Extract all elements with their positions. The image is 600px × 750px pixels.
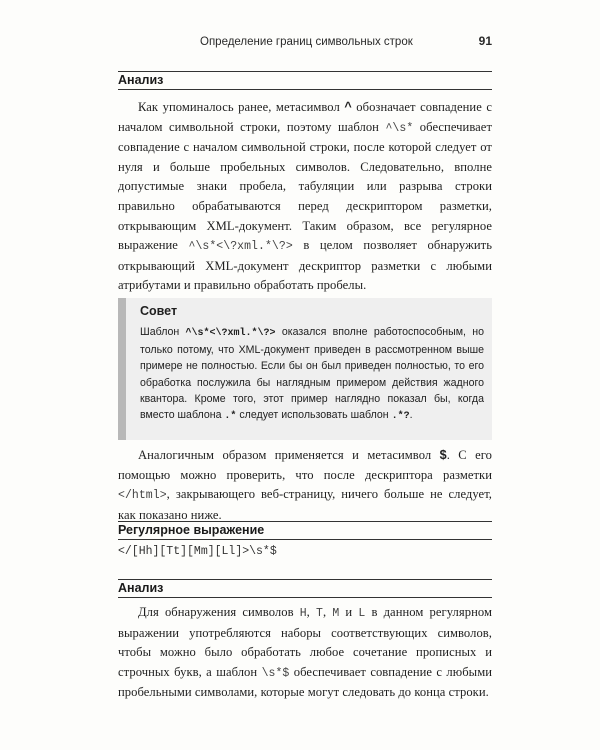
inline-code: ^\s*<\?xml.*\?> [188,240,293,254]
inline-code: \s*$ [261,666,290,680]
regex-heading: Регулярное выражение [118,523,265,537]
section-rule [118,521,492,522]
analysis-paragraph-1: Как упоминалось ранее, метасимвол ^ обозначает совпадение с началом символьной строки, поэтому шаблон ^\s* обеспечивает совпадение с началом символьной строки, после которой следует от нуля и больше пробельных символов. Следовательно, вполне допустимые знаки пробела, табуляции или разрыва строки правильно обрабатываются перед дескриптором разметки, открывающим XML-документ. Таким образом, все регулярное выражение ^\s*<\?xml.*\?> в целом позволяет обнаружить открывающий XML-документ дескриптор разметки с любыми атрибутами и правильно обработать пробелы. [118,100,493,293]
page-number: 91 [478,34,492,48]
section-rule [118,597,492,598]
inline-code: M [332,607,340,620]
dollar-metachar-paragraph: Аналогичным образом применяется и метасимвол $. С его помощью можно проверить, что после дескриптора разметки </html>, закрывающего веб-страницу, ничего больше не следует, как показано ниже. [118,448,493,522]
section-rule [118,89,492,90]
inline-code: L [358,607,366,620]
analysis-paragraph-2: Для обнаружения символов H, T, M и L в данном регулярном выражении употребляются наборы соответствующих символов, чтобы можно было обработать любое сочетание прописных и строчных букв, а шаблон \s*$ обеспечивает совпадение с любыми пробельными символами, которые могут следовать до конца строки. [118,605,493,700]
section-rule [118,579,492,580]
section-rule [118,71,492,72]
metacharacter: $ [439,448,447,462]
tip-title: Совет [140,304,178,318]
inline-code: ^\s*<\?xml.*\?> [185,328,276,339]
inline-code: ^\s* [385,121,414,135]
inline-code: .*? [391,411,410,423]
analysis-heading-2: Анализ [118,581,164,595]
inline-code: </html> [118,489,167,503]
section-rule [118,539,492,540]
tip-body: Шаблон ^\s*<\?xml.*\?> оказался вполне работоспособным, но только потому, что XML-документ приведен в рассмотренном выше примере не полностью. Если бы он был приведен полностью, то его обработка послужила бы наглядным примером действия жадного квантора. Кроме того, этот пример наглядно показал бы, когда вместо шаблона .* следует использовать шаблон .*?. [140,326,484,423]
inline-code: .* [224,411,237,423]
inline-code: T [316,607,323,620]
running-title: Определение границ символьных строк [200,36,413,48]
running-header [200,34,492,48]
metacharacter: ^ [344,100,352,114]
analysis-heading-1: Анализ [118,73,164,87]
regex-expression: </[Hh][Tt][Mm][Ll]>\s*$ [118,545,277,558]
tip-box [118,298,492,440]
inline-code: H [299,607,307,620]
tip-side-bar [118,298,126,440]
